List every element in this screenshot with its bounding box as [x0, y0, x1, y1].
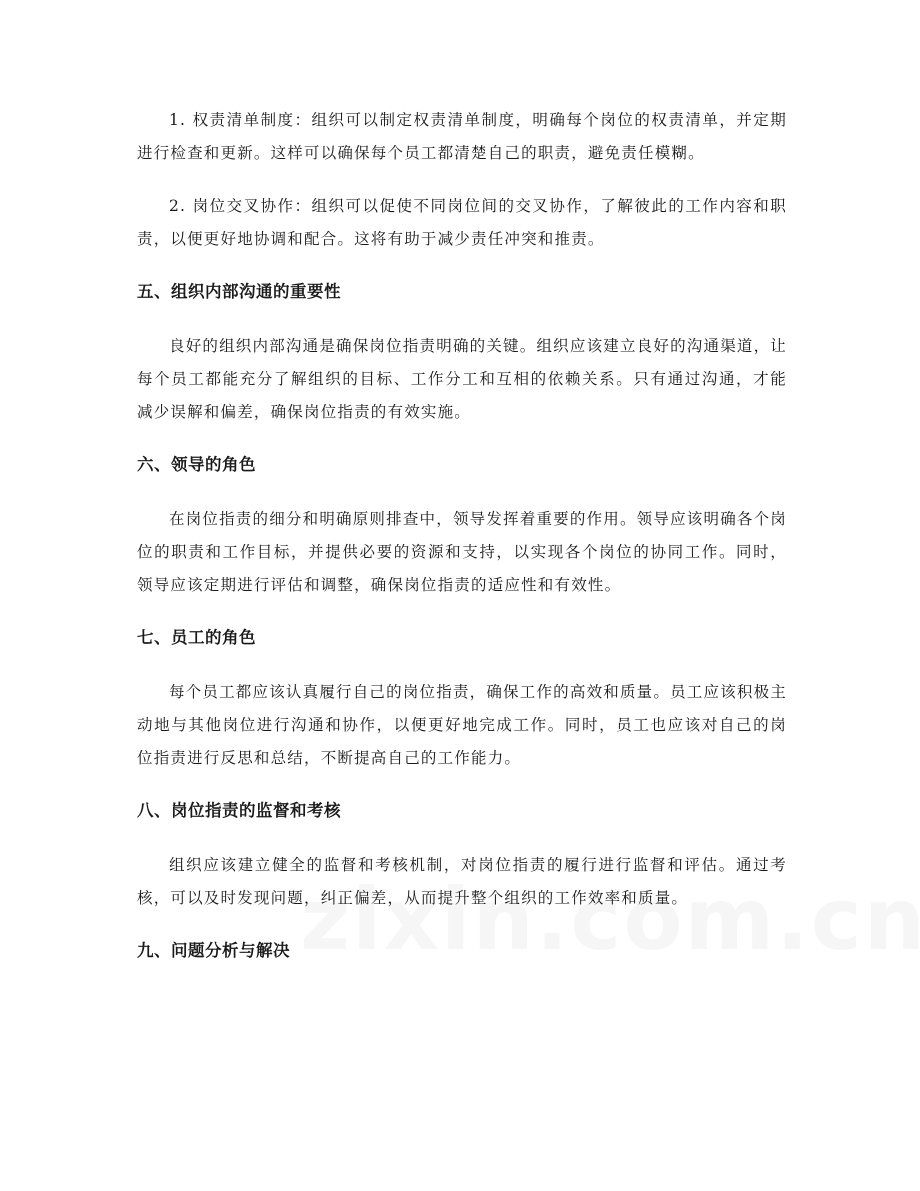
paragraph-permission-list: 1. 权责清单制度：组织可以制定权责清单制度，明确每个岗位的权责清单，并定期进行检查和更新。这样可以确保每个员工都清楚自己的职责，避免责任模糊。 [137, 111, 787, 162]
heading-section-5: 五、组织内部沟通的重要性 [137, 282, 341, 301]
heading-section-9: 九、问题分析与解决 [137, 941, 290, 960]
heading-section-7: 七、员工的角色 [137, 628, 256, 647]
heading-section-8: 八、岗位指责的监督和考核 [137, 801, 341, 820]
paragraph-internal-communication: 良好的组织内部沟通是确保岗位指责明确的关键。组织应该建立良好的沟通渠道，让每个员工都能充分了解组织的目标、工作分工和互相的依赖关系。只有通过沟通，才能减少误解和偏差，确保岗位指责的有效实施。 [137, 337, 787, 421]
heading-section-6: 六、领导的角色 [137, 455, 256, 474]
paragraph-cross-collaboration: 2. 岗位交叉协作：组织可以促使不同岗位间的交叉协作，了解彼此的工作内容和职责，以便更好地协调和配合。这将有助于减少责任冲突和推责。 [137, 197, 787, 248]
paragraph-employee-role: 每个员工都应该认真履行自己的岗位指责，确保工作的高效和质量。员工应该积极主动地与其他岗位进行沟通和协作，以便更好地完成工作。同时，员工也应该对自己的岗位指责进行反思和总结，不断提高自己的工作能力。 [137, 683, 787, 767]
paragraph-supervision-assessment: 组织应该建立健全的监督和考核机制，对岗位指责的履行进行监督和评估。通过考核，可以及时发现问题，纠正偏差，从而提升整个组织的工作效率和质量。 [137, 856, 787, 907]
document-body [137, 104, 787, 963]
paragraph-leader-role: 在岗位指责的细分和明确原则排查中，领导发挥着重要的作用。领导应该明确各个岗位的职责和工作目标，并提供必要的资源和支持，以实现各个岗位的协同工作。同时，领导应该定期进行评估和调整，确保岗位指责的适应性和有效性。 [137, 510, 787, 594]
